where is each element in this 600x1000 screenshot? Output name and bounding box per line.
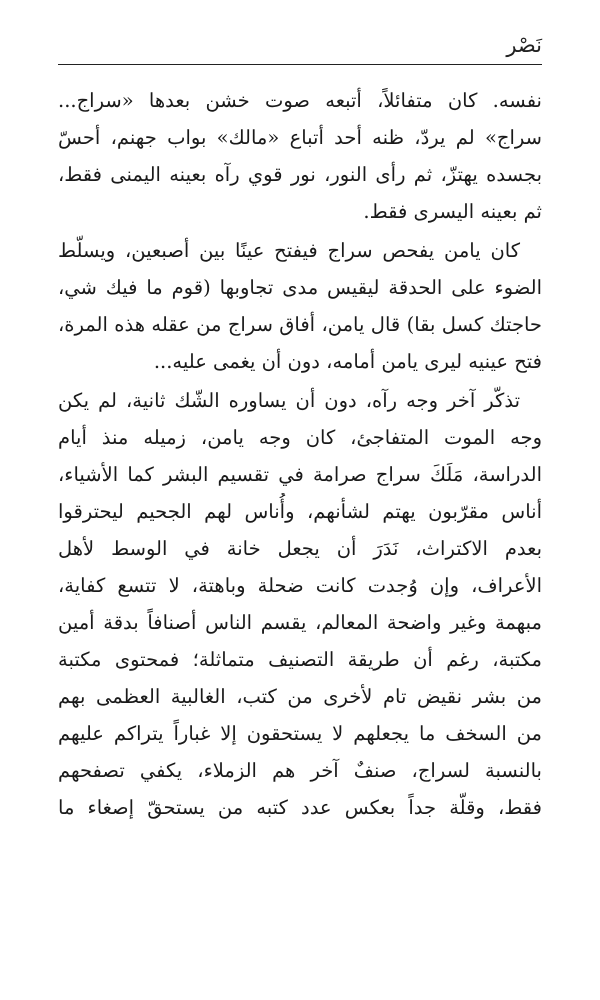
text-line: فقط، وقلّة جداً بعكس عدد كتبه من يستحقّ إصغاء ما <box>58 796 542 819</box>
text-line: الدراسة، مَلَكَ سراج صرامة في تقسيم البشر كما الأشياء، <box>58 463 542 486</box>
text-line: من بشر نقيض تام لأخرى من كتب، الغالبية العظمى بهم <box>58 685 542 708</box>
text-line: كان يامن يفحص سراج فيفتح عينًا بين أصبعين، ويسلّط <box>58 239 520 262</box>
text-line: مكتبة، رغم أن طريقة التصنيف متماثلة؛ فمحتوى مكتبة <box>58 648 542 671</box>
paragraph-1 <box>58 82 542 230</box>
running-header <box>58 30 542 65</box>
text-line: فتح عينيه ليرى يامن أمامه، دون أن يغمى عليه... <box>153 350 542 373</box>
text-line: أناس مقرّبون يهتم لشأنهم، وأُناس لهم الجحيم ليحترقوا <box>58 500 542 523</box>
text-line: الأعراف، وإن وُجدت كانت ضحلة وباهتة، لا تتسع كفاية، <box>58 574 542 597</box>
text-line: ثم بعينه اليسرى فقط. <box>363 200 542 223</box>
text-line: الضوء على الحدقة ليقيس مدى تجاوبها (قوم ما فيك شي، <box>58 276 542 299</box>
text-line: بجسده يهتزّ، ثم رأى النور، نور قوي رآه بعينه اليمنى فقط، <box>58 163 542 186</box>
text-line: من السخف ما يجعلهم لا يستحقون إلا غباراً يتراكم عليهم <box>58 722 542 745</box>
text-line: سراج» لم يردّ، ظنه أحد أتباع «مالك» بواب جهنم، أحسّ <box>58 126 542 149</box>
text-line: مبهمة وغير واضحة المعالم، يقسم الناس أصنافاً بدقة أمين <box>58 611 542 634</box>
text-line: بالنسبة لسراج، صنفٌ آخر هم الزملاء، يكفي تصفحهم <box>58 759 542 782</box>
running-title: نَصْر <box>506 33 542 57</box>
text-line: حاجتك كسل بقا) قال يامن، أفاق سراج من عقله هذه المرة، <box>58 313 542 336</box>
text-line: تذكّر آخر وجه رآه، دون أن يساوره الشّك ثانية، لم يكن <box>58 389 520 412</box>
text-line: وجه الموت المتفاجئ، كان وجه يامن، زميله منذ أيام <box>58 426 542 449</box>
text-line: بعدم الاكتراث، نَدَرَ أن يجعل خانة في الوسط لأهل <box>58 537 542 560</box>
text-line: نفسه. كان متفائلاً، أتبعه صوت خشن بعدها «سراج... <box>58 89 542 112</box>
paragraph-3 <box>58 382 542 826</box>
paragraph-2 <box>58 232 542 380</box>
body-text <box>58 82 542 826</box>
